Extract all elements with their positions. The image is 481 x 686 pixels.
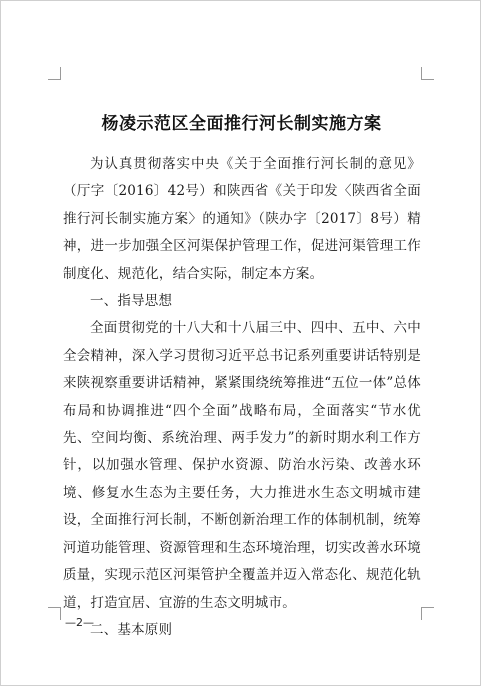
crop-mark-bottom-left bbox=[48, 607, 61, 620]
crop-mark-top-right bbox=[421, 67, 434, 80]
document-title: 杨凌示范区全面推行河长制实施方案 bbox=[101, 114, 382, 134]
crop-mark-top-left bbox=[48, 67, 61, 80]
section-heading-guiding-ideology: 一、指导思想 bbox=[90, 293, 173, 310]
guiding-ideology-paragraph: 全面贯彻党的十八大和十八届三中、四中、五中、六中全会精神，深入学习贯彻习近平总书记系列重要讲话特别是来陕视察重要讲话精神，紧紧围绕统筹推进“五位一体”总体布局和协调推进“四个全面”战略布局，全面落实“节水优先、空间均衡、系统治理、两手发力”的新时期水利工作方针，以加强水管理、保护水资源、防治水污染、改善水环境、修复水生态为主要任务，大力推进水生态文明城市建设，全面推行河长制，不断创新治理工作的体制机制，统筹河道功能管理、资源管理和生态环境治理，切实改善水环境质量，实现示范区河渠管护全覆盖并迈入常态化、规范化轨道，打造宜居、宜游的生态文明城市。 bbox=[63, 320, 421, 611]
document-body bbox=[63, 151, 421, 644]
crop-mark-bottom-right bbox=[421, 607, 434, 620]
intro-paragraph: 为认真贯彻落实中央《关于全面推行河长制的意见》（厅字〔2016〕42号）和陕西省《关于印发〈陕西省全面推行河长制实施方案〉的通知》（陕办字〔2017〕8号）精神，进一步加强全区河渠保护管理工作，促进河渠管理工作制度化、规范化，结合实际，制定本方案。 bbox=[63, 156, 421, 282]
page-number: —2— bbox=[65, 616, 94, 629]
section-heading-basic-principles: 二、基本原则 bbox=[90, 621, 173, 638]
